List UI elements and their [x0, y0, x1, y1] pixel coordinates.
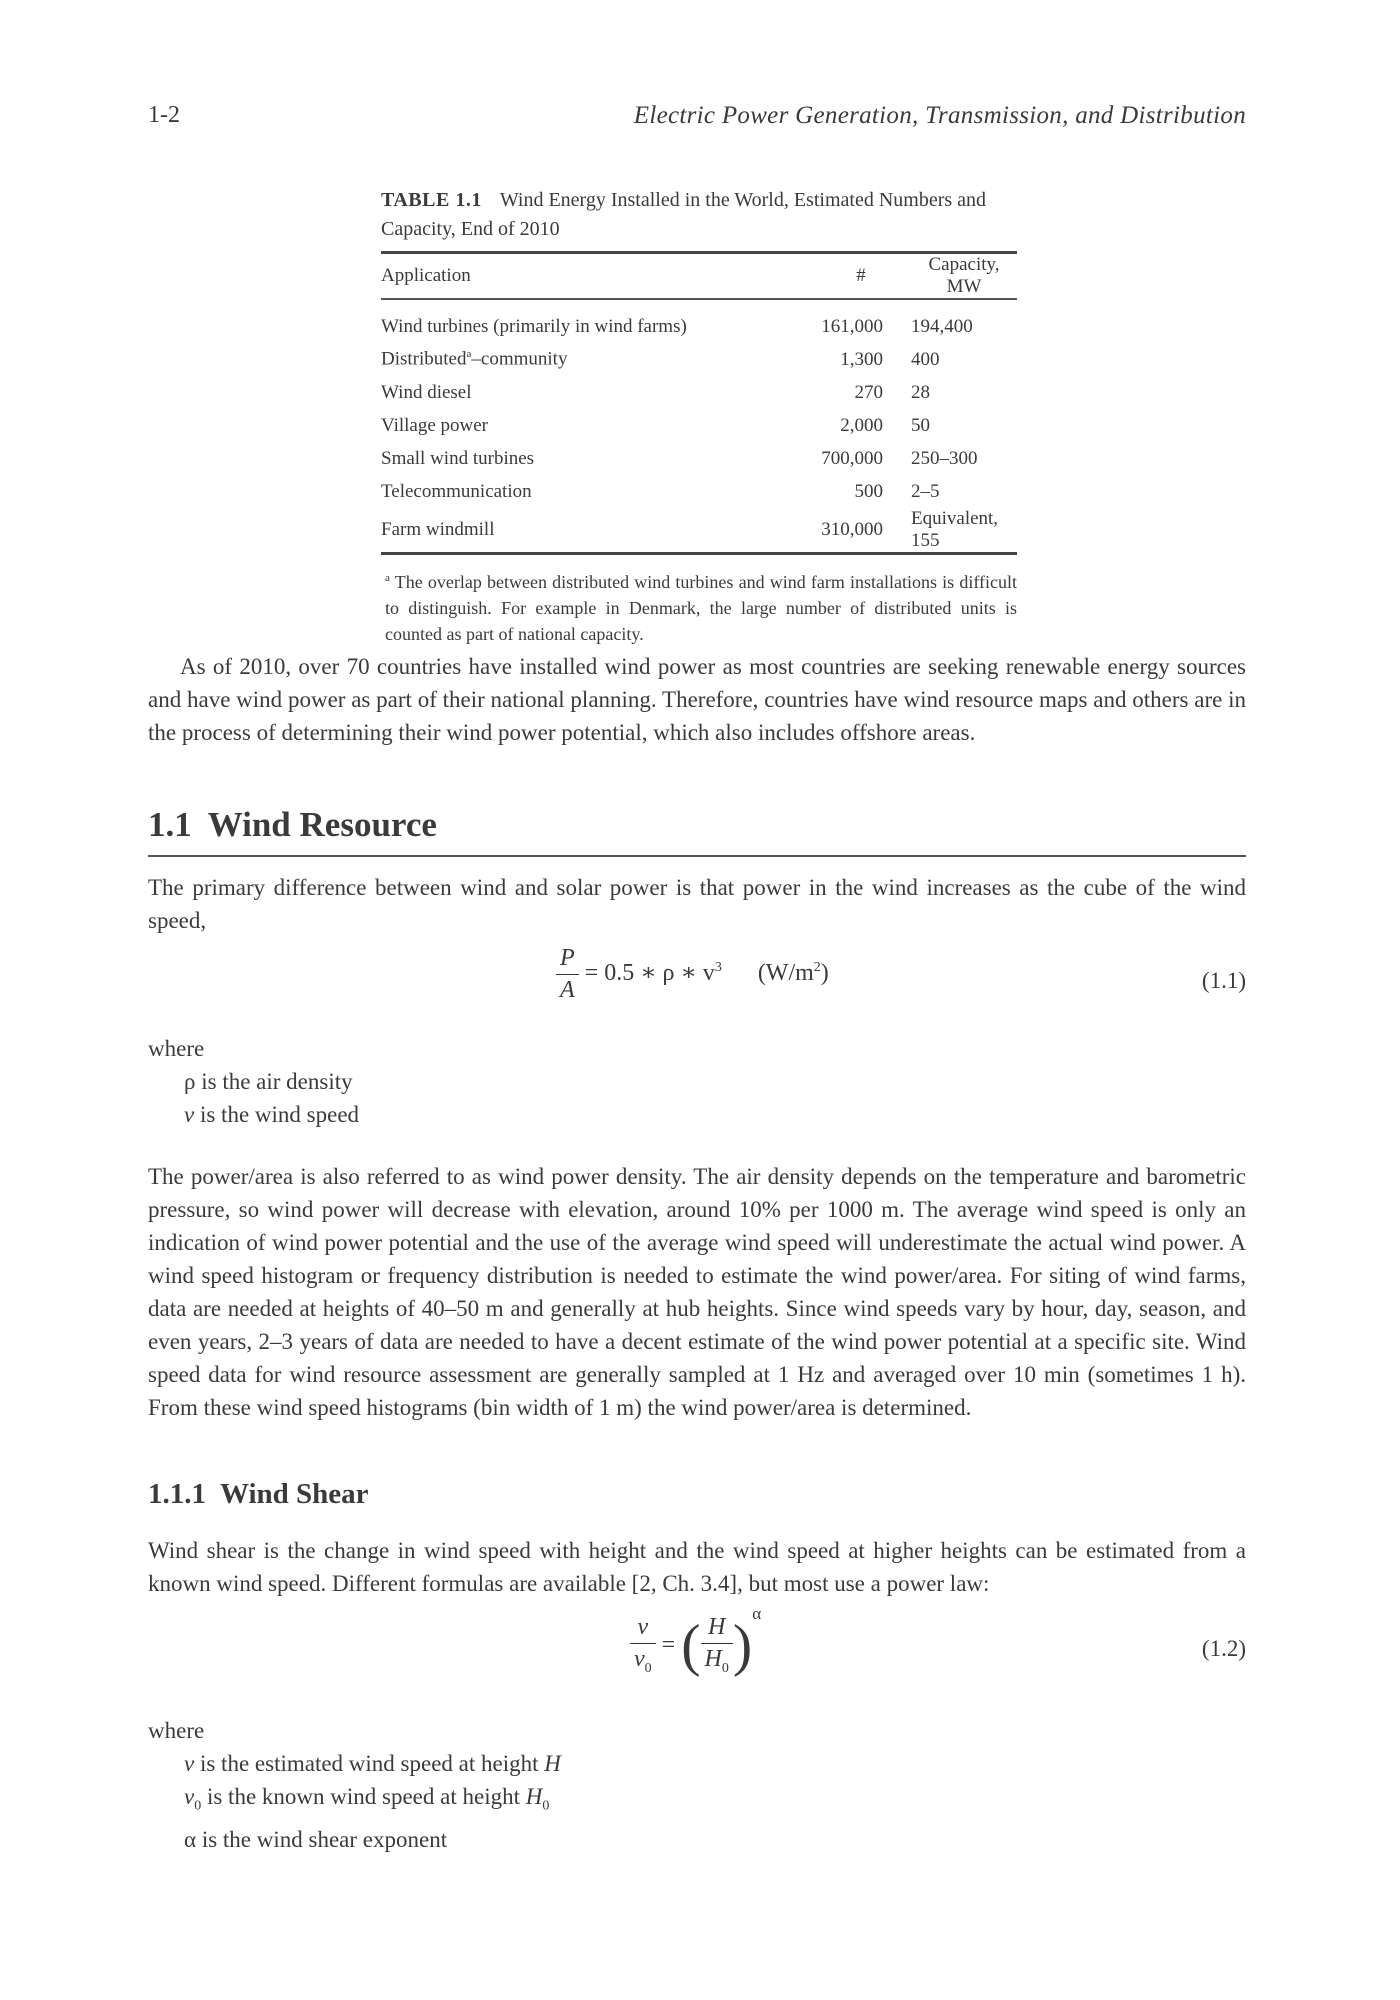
running-title: Electric Power Generation, Transmission, and Distribution	[633, 102, 1246, 129]
eq1-numerator: P	[556, 945, 579, 975]
speed-ratio-fraction	[630, 1614, 656, 1677]
table-header-row	[381, 253, 1017, 300]
definition-text: is the wind speed	[199, 1102, 360, 1127]
eq1-denominator: A	[560, 977, 575, 1003]
cell-application-suffix: –community	[471, 348, 568, 370]
table-row	[381, 299, 1017, 343]
section-lead-paragraph: The primary difference between wind and solar power is that power in the wind increases as the cube of the wind speed,	[148, 875, 1246, 933]
table-row	[381, 343, 1017, 376]
eq1-units-exp: 2	[813, 960, 821, 976]
intro-paragraph: As of 2010, over 70 countries have installed wind power as most countries are seeking renewable energy sources and have wind power as part of their national planning. Therefore, countries have wind resource maps and others are in the process of determining their wind power potential, which also includes offshore areas.	[148, 654, 1246, 745]
definition-item	[148, 1823, 561, 1856]
footnote-text: The overlap between distributed wind turbines and wind farm installations is difficult to distinguish. For example in Denmark, the large number of distributed units is counted as part of national capacity.	[385, 572, 1017, 644]
footnote-ref: a	[466, 348, 472, 361]
table-row	[381, 442, 1017, 475]
table-row	[381, 376, 1017, 409]
footnote-mark: a	[385, 572, 390, 584]
section-heading	[148, 805, 1246, 857]
height-ratio-fraction	[701, 1614, 733, 1677]
cell-application: Wind diesel	[381, 381, 472, 403]
eq1-exponent: 3	[714, 960, 722, 976]
eq2-rhs-den-symbol: H	[704, 1646, 722, 1673]
wind-energy-table	[381, 251, 1017, 555]
column-header-application: Application	[381, 265, 471, 286]
definitions-list-1	[148, 1032, 359, 1131]
definition-text: is the air density	[201, 1069, 353, 1094]
definition-symbol: v	[184, 1784, 195, 1809]
table-row	[381, 409, 1017, 442]
cell-capacity: 2–5	[911, 480, 940, 502]
where-label: where	[148, 1036, 205, 1061]
eq2-exponent: α	[752, 1604, 762, 1623]
eq2-lhs-den-sub: 0	[644, 1660, 652, 1676]
definition-trail: H	[544, 1751, 561, 1776]
definition-item	[148, 1747, 561, 1780]
eq1-units	[758, 960, 829, 986]
section-title: Wind Resource	[207, 805, 437, 844]
cell-capacity: 50	[911, 414, 930, 436]
eq1-units-open: (W/m	[757, 960, 814, 987]
cell-application: Small wind turbines	[381, 447, 535, 469]
definition-item	[148, 1780, 561, 1823]
definition-trail-sub: 0	[542, 1798, 550, 1814]
page-number: 1-2	[148, 102, 180, 128]
equation-number-1-1: (1.1)	[1201, 968, 1246, 993]
eq1-rhs: = 0.5 ∗ ρ ∗ v	[584, 960, 715, 987]
eq2-rhs-numerator: H	[701, 1614, 733, 1644]
definition-symbol-sub: 0	[194, 1798, 202, 1814]
cell-count: 1,300	[840, 348, 883, 370]
definition-item	[148, 1065, 359, 1098]
wind-shear-paragraph: Wind shear is the change in wind speed with height and the wind speed at higher heights can be estimated from a known wind speed. Different formulas are available [2, Ch. 3.4], but most use a power law:	[148, 1538, 1246, 1596]
eq2-lhs-numerator: v	[630, 1614, 656, 1644]
table-row	[381, 508, 1017, 554]
column-header-count: #	[856, 265, 866, 286]
equation-1-2: $\frac{v}{v_0}$ = ( $\frac{H}{H_0}$ )$^\alpha$	[630, 1604, 761, 1677]
cell-capacity: 400	[911, 348, 940, 370]
cell-capacity: 194,400	[911, 315, 973, 337]
subsection-number: 1.1.1	[148, 1478, 206, 1510]
eq2-rhs-denominator	[701, 1644, 733, 1677]
eq2-rhs-den-sub: 0	[721, 1660, 729, 1676]
subsection-title: Wind Shear	[220, 1478, 369, 1510]
definition-text: is the wind shear exponent	[201, 1826, 448, 1852]
definition-symbol: v	[184, 1751, 195, 1776]
cell-count: 500	[854, 480, 883, 502]
power-area-fraction	[556, 945, 579, 1004]
eq1-units-close: )	[820, 960, 829, 987]
cell-count: 310,000	[771, 508, 911, 554]
left-paren: (	[681, 1612, 701, 1678]
table-footnote	[381, 565, 1017, 647]
table-caption	[381, 186, 1017, 244]
definition-item	[148, 1098, 359, 1131]
column-header-capacity: Capacity, MW	[928, 254, 1000, 297]
definitions-list-2	[148, 1714, 561, 1856]
cell-application	[381, 343, 771, 376]
cell-capacity: 250–300	[911, 447, 978, 469]
definition-symbol: v	[184, 1102, 195, 1127]
cell-count: 2,000	[840, 414, 883, 436]
cell-application: Telecommunication	[381, 480, 532, 502]
equation-1-1	[556, 945, 829, 1004]
table-caption-text: Wind Energy Installed in the World, Estimated Numbers and Capacity, End of 2010	[381, 189, 987, 240]
cell-application: Wind turbines (primarily in wind farms)	[381, 315, 687, 337]
cell-application-text: Distributed	[381, 348, 467, 370]
wind-power-density-paragraph: The power/area is also referred to as wind power density. The air density depends on the temperature and barometric pressure, so wind power will decrease with elevation, around 10% per 1000 m. The average wind speed is only an indication of wind power potential and the use of the average wind speed will underestimate the actual wind power. A wind speed histogram or frequency distribution is needed to estimate the wind power/area. For siting of wind farms, data are needed at heights of 40–50 m and generally at hub heights. Since wind speeds vary by hour, day, season, and even years, 2–3 years of data are needed to have a decent estimate of the wind power potential at a specific site. Wind speed data for wind resource assessment are generally sampled at 1 Hz and averaged over 10 min (sometimes 1 h). From these wind speed histograms (bin width of 1 m) the wind power/area is determined.	[148, 1164, 1246, 1420]
cell-count: 700,000	[821, 447, 883, 469]
eq2-lhs-den-symbol: v	[634, 1646, 645, 1673]
cell-capacity: Equivalent, 155	[911, 508, 1017, 554]
where-label: where	[148, 1718, 205, 1743]
equation-number-1-2: (1.2)	[1201, 1636, 1246, 1661]
table-label: TABLE 1.1	[381, 189, 482, 211]
right-paren: )	[732, 1612, 753, 1678]
eq2-lhs-denominator	[630, 1644, 656, 1677]
table-block	[381, 186, 1017, 647]
cell-count: 161,000	[821, 315, 883, 337]
cell-application: Village power	[381, 414, 489, 436]
subsection-heading	[148, 1478, 369, 1511]
cell-count: 270	[854, 381, 883, 403]
section-number: 1.1	[148, 805, 192, 844]
table-row	[381, 475, 1017, 508]
cell-capacity: 28	[911, 381, 930, 403]
cell-application: Farm windmill	[381, 508, 771, 554]
definition-symbol: ρ	[184, 1069, 196, 1094]
definition-text: is the estimated wind speed at height	[199, 1751, 539, 1776]
definition-text: is the known wind speed at height	[206, 1784, 520, 1809]
definition-trail: H	[525, 1784, 543, 1809]
definition-symbol: α	[184, 1826, 197, 1852]
